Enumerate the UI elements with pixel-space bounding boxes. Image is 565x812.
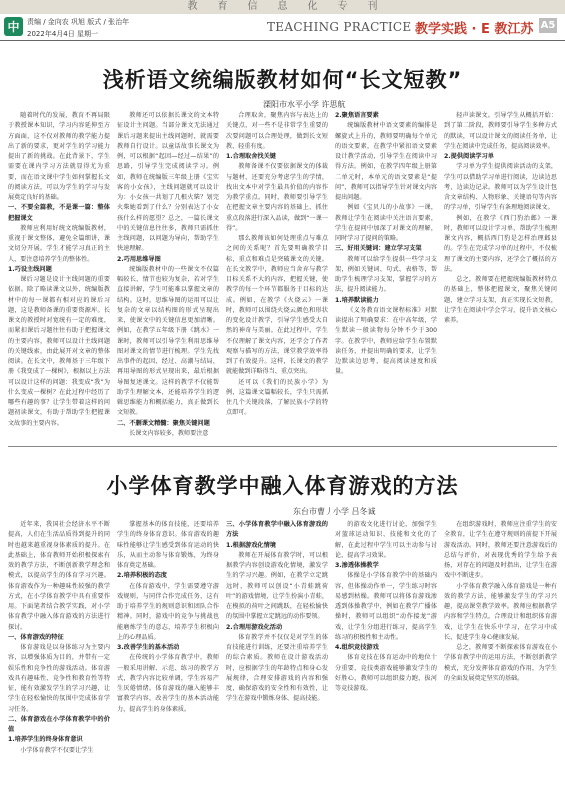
article2-column-4 [335,520,437,808]
paragraph: 体育游戏是以身体练习为主要内容，以增强体质为目的，并带有一定娱乐性和竞争性的游戏活动。体育游戏具有趣味性、竞争性和教育性等特征，能有效激发学生的学习兴趣，让学生在轻松愉快的氛围中完成体育学习任务。 [8,644,110,713]
paragraph: 统编版教材中的一些课文不仅篇幅较长，情节也较为复杂，若对学生直接讲解，学生可能难以掌握文章的结构。这时，思维导图的运用可以让复杂的文章以结构图的形式呈现出来，使课文中的关键信息更加清晰。例如，在教学五年级下册《跳水》一课时，教师可以引导学生利用思维导图对课文的情节进行梳理。学生先找出事件的起因、经过、高潮与结局，再用导图的形式呈现出来，最后根据导图复述课文。这样的教学不仅能帮助学生理解文本，还能培养学生的逻辑思维能力和概括能力，真正做到长文短教。 [117,265,219,417]
article1-column-4 [335,111,437,441]
paragraph: 合理取舍，聚焦内容与表达上的关键点，对一些不是非常学生重要的次要问题可以合理处理，做到长文短教、轻重有度。 [226,112,328,150]
banner-char: 息 [277,1,288,12]
article2-column-5 [444,520,557,808]
paragraph: 教师还可以依据长课文的文本特征设计主问题。当部分课文无法通过课后习题来提出主线问题时，就需要教师自行设计。以童话故事长课文为例，可以根据“起因—经过—结果”的思路，引导学生完成阅读学习。例如，教师在统编版三年级上册《宝实客的小女孩》，主线问题就可以设计为：小女孩一共划了几根火柴？划完火柴她看到了什么？分别表达了小女孩什么样的愿望？总之，一篇长课文中的关键信息往往多，教师只需抓住主线问题，以问题为导向，帮助学生快速理解。 [117,112,219,253]
banner-char: 教 [187,1,198,12]
paragraph: 轻声读课文。引导学生从概括开始：到了第二阶段，教师要引导学生多种方式的默读，可以设计课文的阅读任务单，让学生在阅读中完成任务，提高阅读效率。 [444,112,557,150]
paragraph: 例如《宝贝儿的小故事》一课，教师让学生在阅读中关注语言要素，学生在提问中加深了对课文的理解，同时学习了提问的策略。 [335,204,437,242]
article2-byline: 东台市曹丿小学 吕冬诚 [293,507,376,516]
article2-column-1 [8,520,110,808]
article2-title: 小学体育教学中融入体育游戏的方法 [106,474,459,498]
section-heading: 2.培养积极的态度 [117,572,167,580]
paragraph: 随着时代的发展，教育不再局限于教授课本知识，学习内容延伸至方方面面，这不仅对教师的教学能力提出了新的要求，更对学生的学习能力提出了新的挑战。在此背景下，学生需要在课内学习方法就显得尤为重要，而在语文课中学生如何掌握长文的阅读方法，可以为学生的学习与发展奠定良好的基础。 [8,112,110,201]
article1-byline: 溧阳市水平小学 许思航 [263,100,346,109]
paragraph: 小学体育教学融入体育游戏是一种有效的教学方法，能够激发学生的学习兴趣，提高课堂教学效率。教师应根据教学内容和学生特点，合理设计和组织体育游戏，让学生在快乐中学习，在学习中成长，促进学生身心健康发展。 [444,582,557,641]
section-heading: 2.巧用思维导图 [117,255,161,263]
article1-column-5 [444,111,557,441]
banner-char: 化 [307,1,318,12]
section-heading: 1.根据游戏化情境 [226,541,276,549]
paragraph: 还可以《我们的民族小学》为例，这篇课文篇幅较长，学生只需抓住几个关键段落，了解民族小学的特点即可。 [226,378,328,417]
article1-column-1 [8,111,110,441]
section-heading: 3.渗透体操教学 [335,562,379,569]
paragraph: 体育竞技在体育运动中的地位十分重要，竞技类游戏能够激发学生的好胜心，教师可以组织接力跑、拔河等竞技游戏。 [335,654,437,692]
section-heading: 一、体育游戏的特征 [8,633,64,641]
editors-line: 责编 / 金向农 巩旭 版式 / 张治年 [27,18,130,26]
paragraph: 在组织游戏时，教师应注重学生的安全教育，让学生在遵守规则的前提下开展游戏活动。同时，教师还要注意游戏后的总结与评价，对表现优秀的学生给予表扬，对存在的问题及时指出，让学生在游戏中不断进步。 [444,521,557,580]
article1-title: 浅析语文统编版教材如何“长文短教” [102,68,463,92]
section-heading: 一、不要全篇教，不是课一篇：整体把握课文 [8,204,110,222]
paragraph: 教师在开展体育教学时，可以根据教学内容创设游戏化情境，激发学生的学习兴趣。例如，在教学立定跳远时，教师可以创设“小青蛙跳荷叶”的游戏情境，让学生扮演小青蛙，在模拟的荷叶之间跳跃，在轻松愉快的氛围中掌握立定跳远的动作要领。 [226,551,328,621]
paragraph: 在体育游戏中，学生需要遵守游戏规则，与同伴合作完成任务，这有助于培养学生的规则意识和团队合作精神。同时，游戏中的竞争与挑战也能磨炼学生的意志，培养学生积极向上的心理品质。 [117,582,219,641]
section-heading: 1.巧设主线问题 [8,265,52,273]
header-divider [0,40,565,41]
issue-date: 2022年4月4日 星期一 [27,30,98,38]
paragraph: 掌握基本的体育技能，还要培养学生的终身体育意识。体育游戏的趣味性能够让学生感受到体育运动的快乐，从而主动参与体育锻炼，为终身体育奠定基础。 [117,521,219,569]
section-heading: 1.培养学生的终身体育意识 [8,736,83,744]
banner-char: 专 [337,1,348,12]
paragraph: 教师可以给学生提供一些学习支架，例如关键词、句式、表格等，帮助学生梳理学习支架，掌握学习的方法，提升阅读能力。 [335,255,437,294]
section-heading: 1.合理取舍找关键 [226,153,276,160]
paragraph: 总之，教师要不断探索体育游戏在小学体育教学中的运用方法，不断创新教学模式，充分发挥体育游戏的作用，为学生的全面发展奠定坚实的基础。 [444,644,557,682]
section-heading: 2.合理用游戏化活动 [226,623,283,631]
paragraph: 体育教学并不仅仅是对学生的体育技能进行训练，还要注重培养学生的综合素质。教师在设计游戏活动时，应根据学生的年龄特点和身心发展规律，合理安排游戏的内容和强度，确保游戏的安全性和有效性，让学生在游戏中锻炼身体、提高技能。 [226,633,328,703]
top-banner [0,0,565,14]
paragraph: 统编版教材中语文要素的编排是螺旋式上升的，教师要明确每个单元的语文要素，在教学中紧扣语文要素设计教学活动，引导学生在阅读中习得方法。例如，在教学四年级上册第二单元时，本单元的语文要素是“提问”，教师可以指导学生针对课文内容提出问题。 [335,122,437,201]
article1-column-3 [226,111,328,441]
article-divider [8,446,557,447]
paragraph: 《义务教育语文课程标准》对默读提出了明确要求：在中高年级，学生默读一般读物每分钟不少于300字。在教学中，教师应给学生布置默读任务，并提出明确的要求，让学生边默读边思考，提高阅读速度和质量。 [335,306,437,376]
paragraph: 教师备课不仅要依据课文的体裁与题材，还要充分考虑学生的学情，找出文本中对学生最具价值的内容作为教学重点。同时，教师要引导学生在把握文章主要内容的基础上，抓住重点段落进行深入品读，做到“一课一得”。 [226,163,328,232]
paragraph: 学习单为学生提供阅读活动的支架，学生可以借助学习单进行阅读，边读边思考，边读边记录。教师可以为学生设计包含文章结构、人物形象、关键语句等内容的学习单，引导学生有条理地阅读课文。 [444,163,557,212]
banner-char: 信 [247,1,258,12]
section-heading: 三、小学体育教学中融入体育游戏的方法 [226,521,328,539]
paragraph: 小学体育教学不仅要让学生 [20,746,94,754]
section-heading: 1.培养默读能力 [335,296,379,304]
section-heading: 3.改善学生的基本活动 [117,644,180,651]
paragraph: 近年来，我国社会经济水平不断提高，人们在生活品质得到提升的同时也越来越重视身体素质的提升。在此基础上，体育教师开始积极探索有效的教学方法，不断创新教学理念和模式，以提高学生的体育学习兴趣。体育游戏作为一种趣味性较强的教学方式，在小学体育教学中具有重要作用。下面笔者结合教学实践，对小学体育教学中融入体育游戏的方法进行探讨。 [8,521,110,631]
paragraph: 教师应利用好统文统编版教材，重视于课文整体，避免全篇细讲，课文切分开展。学生才能学习真正的主人，要注意培养学生的整体性。 [8,224,110,263]
paragraph: 长课文内容较多，教师要注意 [129,429,209,437]
paragraph: 例如，在教学《西门豹治邺》一课时，教师可以设计学习单，帮助学生梳理课文内容，概括西门豹是怎样治理邺县的。学生在完成学习单的过程中，不仅梳理了课文的主要内容，还学会了概括的方法。 [444,214,557,273]
article2-column-3 [226,520,328,808]
section-heading: 二、体育游戏在小学体育教学中的价值 [8,715,110,733]
section-heading: 4.组织竞技游戏 [335,644,379,651]
article1-column-2 [117,111,219,441]
section-heading: 二、不删课文精髓：聚焦关键问题 [117,419,210,427]
article2-column-2 [117,520,219,808]
banner-char: 刊 [367,1,378,12]
paragraph: 课后习题是设计主线问题的重要依据。除了略读课文以外，统编版教材中的每一课都有相对应的课后习题，这是教师备课的重要资源库。长课文的教授时对宽统有一定的难度，而紧扣课后习题往往有助于把握课文的主要内容，教师可以设计主线问题的关键线索，由此展开对文章的整体阅读。在长文中，教师基于三年级下册《我变成了一棵树》，根据以上方法可以设计这样的问题：我变成“我”为什么变成一棵树？在此过程中经历了哪些有趣的事？让学生带着这样的问题初读课文，有助于帮助学生把握课文故事的主要内容。 [8,276,110,427]
section-heading: 2.提供阅读学习单 [444,153,494,160]
paragraph: 总之，教师要在把握统编版教材特点的基础上，整体把握课文，聚焦关键问题，建立学习支架，真正实现长文短教，让学生在阅读中学会学习，提升语文核心素养。 [444,276,557,324]
section-heading: 三、好用关键词：建立学习支架 [335,245,422,253]
newspaper-logo-icon: 中 [4,17,23,36]
section-title-en: TEACHING PRACTICE [267,20,412,34]
paragraph: 体操是小学体育教学中的基础内容，但体操动作单一，学生练习时容易感到枯燥。教师可以将体育游戏渗透到体操教学中，例如在教学广播体操时，教师可以组织“动作接龙”游戏，让学生分组进行练习，提高学生练习的积极性和主动性。 [335,572,437,641]
paragraph: 那么教师该如何处理重点与难点之间的关系呢？首先要明确教学目标，重点和难点是突破课文的关键。在长文教学中，教师应当舍弃与教学目标关系不大的内容，把握关键，使教学的每一个环节都服务于目标的达成。例如，在教学《火烧云》一课时，教师可以围绕火烧云颜色和形状的变化设计教学，引导学生感受大自然的神奇与美丽。在此过程中，学生不仅理解了课文内容，还学会了作者观察与描写的方法，课堂教学效率得到了有效提升。这样，长课文的教学就能做到详略得当、重点突出。 [226,235,328,376]
page-number-badge: A5 [540,20,556,31]
banner-char: 育 [217,1,228,12]
paragraph: 在传统的小学体育教学中，教师一般采用讲解、示范、练习的教学方式，教学内容比较单调，学生容易产生厌倦情绪。体育游戏的融入能够丰富教学内容，改善学生的基本活动能力，提高学生的身体素质。 [117,654,219,713]
paragraph: 的游戏文化进行讨论，加强学生对篮球运动知识、技能和文化的了解，在此过程中学生可以主动参与讨论，提高学习效果。 [335,521,437,559]
section-heading: 2.聚焦语言要素 [335,112,379,119]
section-title-cn: 教学实践 · E 教江苏 [415,22,534,37]
